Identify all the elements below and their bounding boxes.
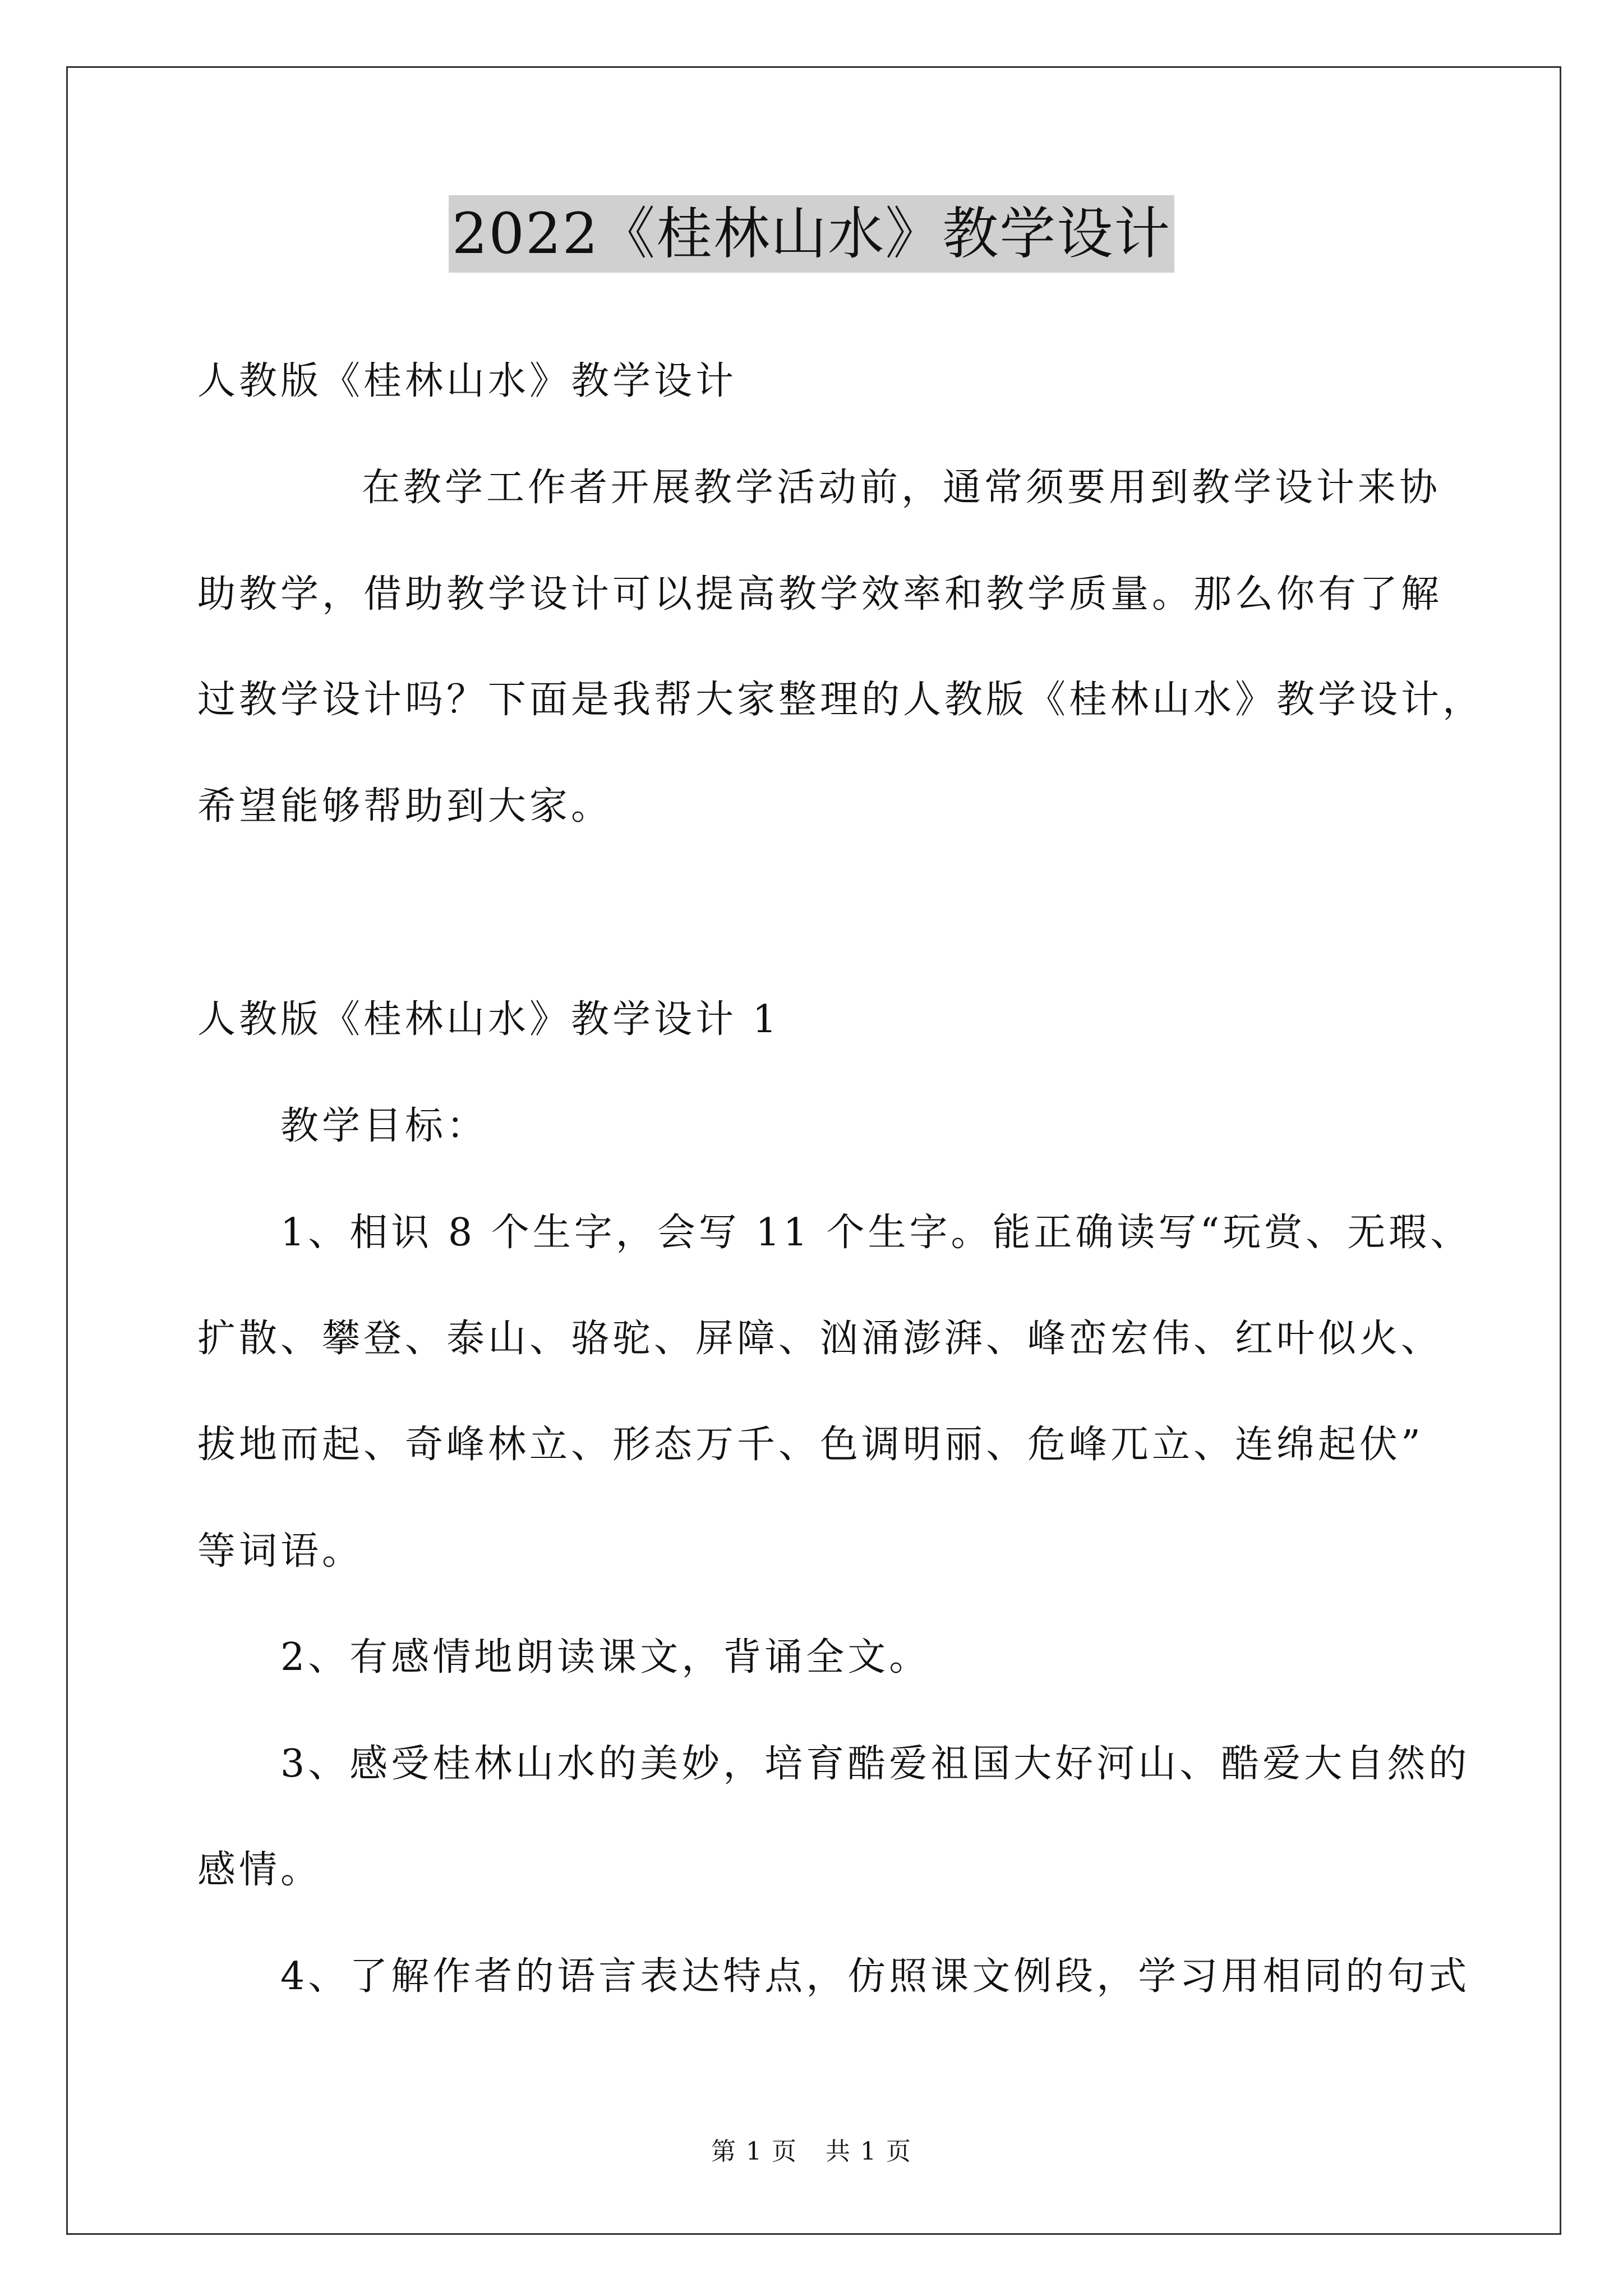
goal1-line-1: 1、相识 8 个生字，会写 11 个生字。能正确读写“玩赏、无瑕、 xyxy=(280,1211,1472,1255)
page-total: 共 1 页 xyxy=(826,2137,912,2166)
goal1-line-2: 扩散、攀登、泰山、骆驼、屏障、汹涌澎湃、峰峦宏伟、红叶似火、 xyxy=(197,1317,1443,1361)
goal4-line: 4、了解作者的语言表达特点，仿照课文例段，学习用相同的句式 xyxy=(280,1954,1470,1999)
goals-label: 教学目标： xyxy=(280,1104,488,1148)
goal1-line-4: 等词语。 xyxy=(197,1529,364,1573)
intro-line-4: 希望能够帮助到大家。 xyxy=(197,784,613,829)
goal1-line-3: 拔地而起、奇峰林立、形态万千、色调明丽、危峰兀立、连绵起伏” xyxy=(197,1423,1424,1467)
intro-line-1: 在教学工作者开展教学活动前，通常须要用到教学设计来协 xyxy=(362,466,1441,510)
page-footer xyxy=(0,2136,1623,2168)
page-number: 第 1 页 xyxy=(711,2137,797,2166)
intro-line-2: 助教学，借助教学设计可以提高教学效率和教学质量。那么你有了解 xyxy=(197,572,1443,616)
goal3-line-2: 感情。 xyxy=(197,1848,322,1892)
document-subtitle: 人教版《桂林山水》教学设计 xyxy=(197,359,737,403)
goal2-line: 2、有感情地朗读课文，背诵全文。 xyxy=(280,1635,931,1680)
title-container xyxy=(0,195,1623,273)
section-heading: 人教版《桂林山水》教学设计 1 xyxy=(197,997,780,1042)
goal3-line-1: 3、感受桂林山水的美妙，培育酷爱祖国大好河山、酷爱大自然的 xyxy=(280,1742,1470,1786)
intro-line-3: 过教学设计吗？下面是我帮大家整理的人教版《桂林山水》教学设计， xyxy=(197,678,1484,722)
document-title: 2022《桂林山水》教学设计 xyxy=(449,195,1175,273)
